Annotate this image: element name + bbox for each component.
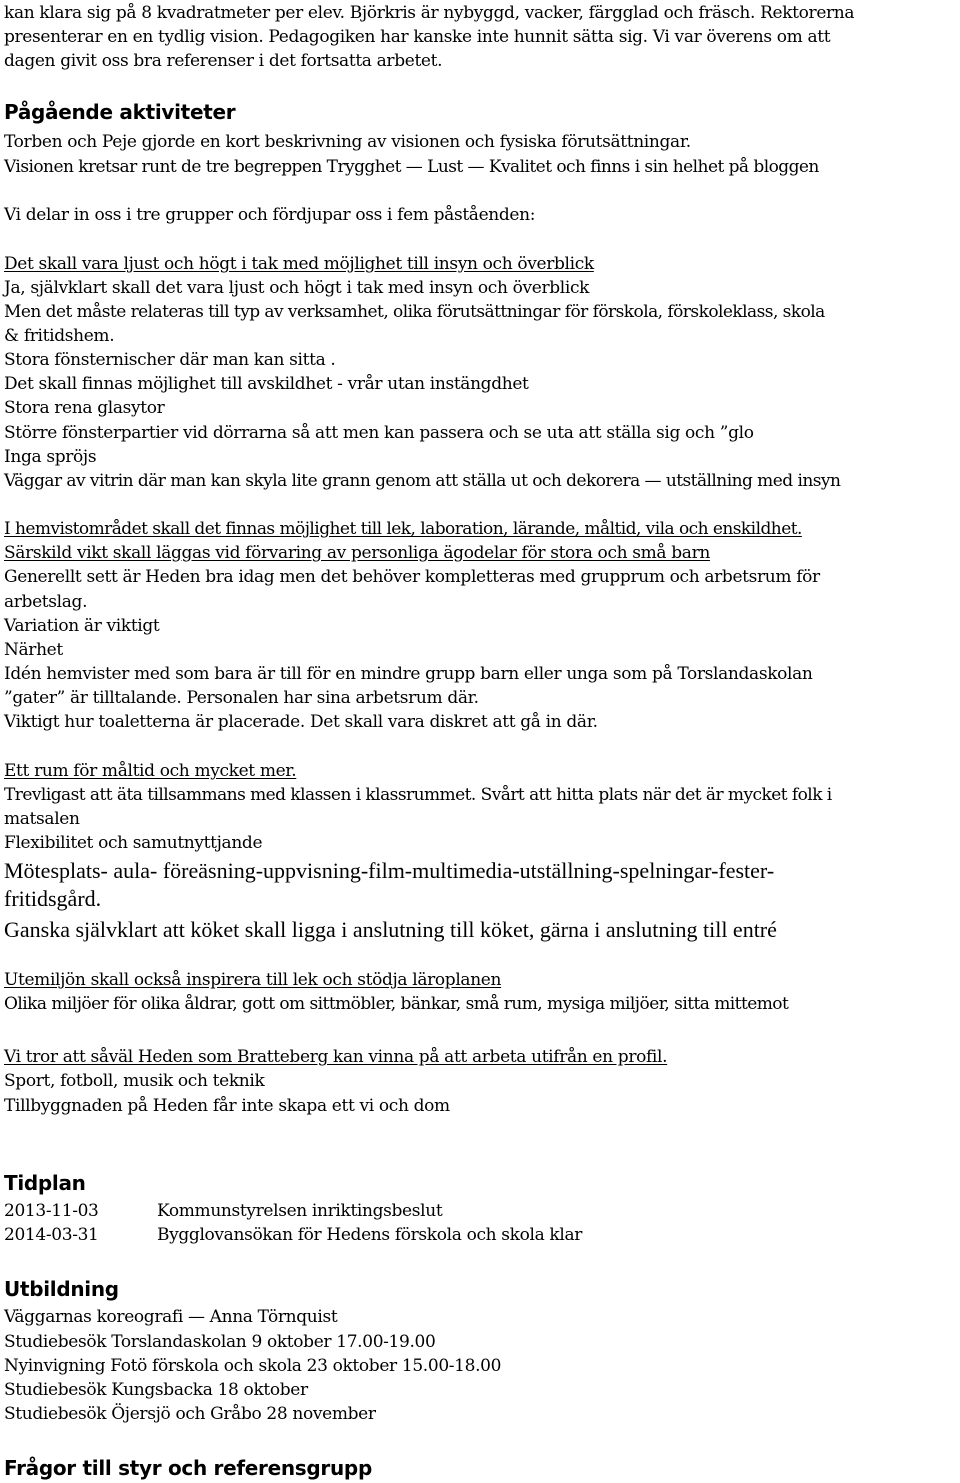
heading-utbildning: Utbildning: [4, 1277, 119, 1301]
intro-line: kan klara sig på 8 kvadratmeter per elev. Björkris är nybyggd, vacker, färgglad och fräsch. Rektorerna: [4, 3, 855, 23]
tidplan-row: [0, 1199, 960, 1223]
utbildning-item: Nyinvigning Fotö förskola och skola 23 oktober 15.00-18.00: [4, 1356, 502, 1376]
utbildning-item: Studiebesök Kungsbacka 18 oktober: [4, 1380, 308, 1400]
heading-tidplan: Tidplan: [4, 1171, 86, 1195]
statement-title-utemiljo: Utemiljön skall också inspirera till lek och stödja läroplanen: [4, 970, 502, 990]
statement-line: & fritidshem.: [4, 326, 115, 346]
statement-line: Det skall finnas möjlighet till avskildhet - vrår utan instängdhet: [4, 374, 529, 394]
tidplan-date: 2014-03-31: [4, 1225, 99, 1245]
tidplan-date: 2013-11-03: [4, 1201, 99, 1221]
statement-title-maltid: Ett rum för måltid och mycket mer.: [4, 761, 297, 781]
paragraph-line: Visionen kretsar runt de tre begreppen Trygghet — Lust — Kvalitet och finns i sin helhet på bloggen: [4, 157, 819, 177]
statement-line: Viktigt hur toaletterna är placerade. Det skall vara diskret att gå in där.: [4, 712, 598, 732]
statement-line: Sport, fotboll, musik och teknik: [4, 1071, 265, 1091]
statement-line-large: Ganska självklart att köket skall ligga i anslutning till köket, gärna i anslutning till entré: [4, 917, 777, 942]
utbildning-item: Studiebesök Torslandaskolan 9 oktober 17.00-19.00: [4, 1332, 436, 1352]
paragraph-line: Torben och Peje gjorde en kort beskrivning av visionen och fysiska förutsättningar.: [4, 132, 691, 152]
intro-line: presenterar en en tydlig vision. Pedagogiken har kanske inte hunnit sätta sig. Vi var överens om att: [4, 27, 831, 47]
statement-title-hemvist: I hemvistområdet skall det finnas möjlighet till lek, laboration, lärande, måltid, vila och enskildhet.: [4, 519, 802, 539]
statement-line: Olika miljöer för olika åldrar, gott om sittmöbler, bänkar, små rum, mysiga miljöer, sitta mittemot: [4, 994, 789, 1014]
statement-title-ljust: Det skall vara ljust och högt i tak med möjlighet till insyn och överblick: [4, 254, 594, 274]
paragraph-line: Vi delar in oss i tre grupper och fördjupar oss i fem påståenden:: [4, 205, 536, 225]
tidplan-row: [0, 1223, 960, 1247]
statement-line-large: fritidsgård.: [4, 886, 102, 911]
statement-line: Variation är viktigt: [4, 616, 160, 636]
statement-line: Tillbyggnaden på Heden får inte skapa ett vi och dom: [4, 1096, 450, 1116]
statement-line: Större fönsterpartier vid dörrarna så att men kan passera och se uta att ställa sig och ”glo: [4, 423, 754, 443]
statement-line: Inga spröjs: [4, 447, 97, 467]
statement-line: Men det måste relateras till typ av verksamhet, olika förutsättningar för förskola, förskoleklass, skola: [4, 302, 825, 322]
tidplan-event: Bygglovansökan för Hedens förskola och skola klar: [157, 1225, 583, 1245]
utbildning-item: Studiebesök Öjersjö och Gråbo 28 november: [4, 1404, 376, 1424]
statement-line-large: Mötesplats- aula- föreäsning-uppvisning-film-multimedia-utställning-spelningar-fester-: [4, 858, 775, 883]
statement-line: Trevligast att äta tillsammans med klassen i klassrummet. Svårt att hitta plats när det är mycket folk i: [4, 785, 832, 805]
tidplan-event: Kommunstyrelsen inriktingsbeslut: [157, 1201, 443, 1221]
statement-line: Ja, självklart skall det vara ljust och högt i tak med insyn och överblick: [4, 278, 590, 298]
statement-line: Flexibilitet och samutnyttjande: [4, 833, 263, 853]
statement-line: Närhet: [4, 640, 63, 660]
statement-title-forvaring: Särskild vikt skall läggas vid förvaring av personliga ägodelar för stora och små barn: [4, 543, 710, 563]
statement-title-bratteberg: Vi tror att såväl Heden som Bratteberg kan vinna på att arbeta utifrån en profil.: [4, 1047, 668, 1067]
heading-pagaende-aktiviteter: Pågående aktiviteter: [4, 100, 236, 124]
statement-line: Generellt sett är Heden bra idag men det behöver kompletteras med grupprum och arbetsrum för: [4, 567, 820, 587]
statement-line: ”gater” är tilltalande. Personalen har sina arbetsrum där.: [4, 688, 479, 708]
utbildning-item: Väggarnas koreografi — Anna Törnquist: [4, 1307, 338, 1327]
statement-line: Stora fönsternischer där man kan sitta .: [4, 350, 336, 370]
statement-line: Idén hemvister med som bara är till för en mindre grupp barn eller unga som på Torslandaskolan: [4, 664, 813, 684]
intro-line: dagen givit oss bra referenser i det fortsatta arbetet.: [4, 51, 443, 71]
statement-line: Väggar av vitrin där man kan skyla lite grann genom att ställa ut och dekorera — utställning med insyn: [4, 471, 841, 491]
statement-line: Stora rena glasytor: [4, 398, 165, 418]
statement-line: arbetslag.: [4, 592, 88, 612]
heading-fragor: Frågor till styr och referensgrupp: [4, 1456, 372, 1480]
statement-line: matsalen: [4, 809, 80, 829]
